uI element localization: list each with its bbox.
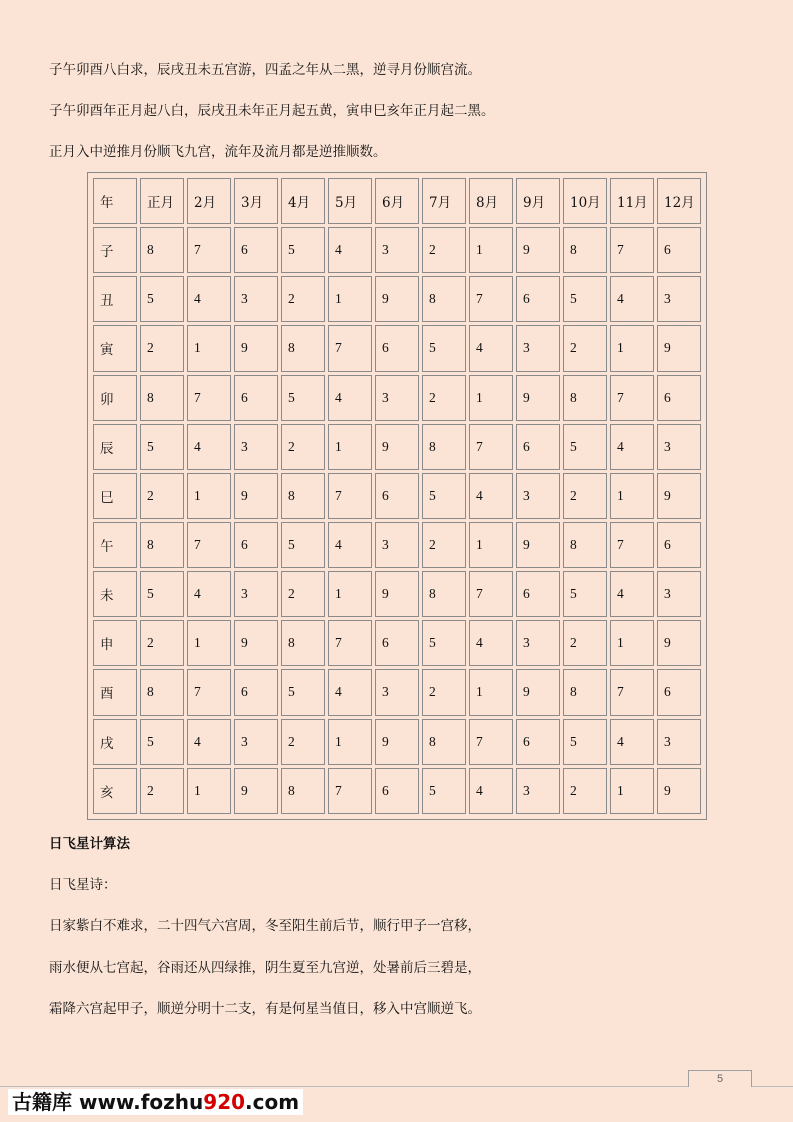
table-cell: 7 (610, 522, 654, 568)
poem-title: 日飞星诗： (49, 877, 117, 893)
table-cell: 4 (469, 325, 513, 371)
table-row-label: 申 (93, 620, 137, 666)
table-header-cell: 3月 (234, 178, 278, 224)
table-cell: 4 (187, 571, 231, 617)
table-row-label: 未 (93, 571, 137, 617)
table-cell: 3 (516, 473, 560, 519)
table-cell: 9 (657, 325, 701, 371)
table-row (93, 669, 701, 715)
table-cell: 6 (516, 424, 560, 470)
table-row (93, 620, 701, 666)
table-cell: 5 (281, 522, 325, 568)
table-header-row (93, 178, 701, 224)
table-cell: 1 (610, 768, 654, 814)
page-number: 5 (688, 1070, 752, 1087)
table-cell: 1 (187, 620, 231, 666)
table-cell: 7 (328, 620, 372, 666)
table-cell: 3 (657, 571, 701, 617)
table-cell: 8 (422, 276, 466, 322)
table-cell: 9 (516, 669, 560, 715)
table-cell: 4 (610, 276, 654, 322)
table-cell: 5 (281, 375, 325, 421)
table-cell: 1 (469, 669, 513, 715)
table-cell: 6 (375, 473, 419, 519)
table-cell: 5 (422, 325, 466, 371)
table-cell: 1 (328, 276, 372, 322)
table-cell: 1 (469, 375, 513, 421)
table-cell: 7 (328, 325, 372, 371)
table-row (93, 424, 701, 470)
table-cell: 4 (328, 669, 372, 715)
table-row-label: 丑 (93, 276, 137, 322)
table-header-cell: 正月 (140, 178, 184, 224)
table-cell: 2 (140, 620, 184, 666)
table-cell: 3 (375, 375, 419, 421)
table-cell: 2 (281, 424, 325, 470)
table-cell: 4 (187, 719, 231, 765)
table-cell: 1 (610, 473, 654, 519)
table-cell: 8 (281, 620, 325, 666)
table-row (93, 325, 701, 371)
table-cell: 7 (610, 669, 654, 715)
table-header-cell: 11月 (610, 178, 654, 224)
table-cell: 9 (516, 522, 560, 568)
table-cell: 5 (563, 719, 607, 765)
table-cell: 1 (469, 227, 513, 273)
poem-line-3: 霜降六宫起甲子，顺逆分明十二支，有是何星当值日，移入中宫顺逆飞。 (49, 1001, 481, 1017)
table-cell: 8 (422, 424, 466, 470)
table-cell: 6 (375, 768, 419, 814)
table-cell: 2 (563, 768, 607, 814)
table-cell: 4 (469, 473, 513, 519)
table-cell: 3 (234, 719, 278, 765)
table-cell: 6 (516, 571, 560, 617)
table-cell: 7 (469, 424, 513, 470)
table-cell: 7 (187, 227, 231, 273)
table-cell: 2 (563, 473, 607, 519)
table-cell: 3 (375, 669, 419, 715)
table-cell: 8 (563, 522, 607, 568)
table-cell: 5 (140, 276, 184, 322)
table-cell: 9 (375, 276, 419, 322)
table-header-cell: 9月 (516, 178, 560, 224)
watermark-site-name: 古籍库 (12, 1090, 72, 1114)
table-row-label: 亥 (93, 768, 137, 814)
table-header-cell: 5月 (328, 178, 372, 224)
poem-line-2: 雨水便从七宫起，谷雨还从四绿推，阴生夏至九宫逆，处暑前后三碧是， (49, 960, 481, 976)
poem-line-1: 日家紫白不难求，二十四气六宫周，冬至阳生前后节，顺行甲子一宫移， (49, 918, 481, 934)
table-cell: 5 (563, 276, 607, 322)
table-cell: 6 (375, 325, 419, 371)
table-header-cell: 7月 (422, 178, 466, 224)
table-cell: 1 (187, 473, 231, 519)
paragraph-1: 子午卯酉八白求，辰戌丑未五宫游，四孟之年从二黑，逆寻月份顺宫流。 (49, 62, 481, 78)
table-cell: 9 (234, 325, 278, 371)
table-cell: 3 (375, 522, 419, 568)
table-cell: 7 (328, 768, 372, 814)
table-cell: 2 (563, 325, 607, 371)
table-row (93, 375, 701, 421)
table-cell: 5 (281, 669, 325, 715)
table-cell: 4 (187, 276, 231, 322)
table-cell: 4 (469, 620, 513, 666)
table-cell: 4 (610, 719, 654, 765)
table-cell: 1 (328, 719, 372, 765)
table-cell: 5 (563, 424, 607, 470)
table-row-label: 卯 (93, 375, 137, 421)
table-row-label: 午 (93, 522, 137, 568)
table-cell: 7 (187, 375, 231, 421)
table-cell: 3 (657, 719, 701, 765)
table-cell: 2 (281, 571, 325, 617)
table-cell: 7 (187, 669, 231, 715)
table-cell: 3 (516, 768, 560, 814)
table-cell: 7 (469, 719, 513, 765)
table-cell: 3 (657, 276, 701, 322)
table-cell: 1 (187, 768, 231, 814)
table-cell: 2 (281, 719, 325, 765)
table-cell: 4 (328, 227, 372, 273)
table-cell: 2 (422, 227, 466, 273)
table-cell: 6 (375, 620, 419, 666)
table-cell: 5 (422, 620, 466, 666)
section-heading: 日飞星计算法 (49, 836, 130, 852)
table-cell: 3 (234, 571, 278, 617)
table-row-label: 辰 (93, 424, 137, 470)
table-cell: 1 (610, 325, 654, 371)
table-cell: 8 (422, 719, 466, 765)
table-row (93, 571, 701, 617)
table-cell: 6 (234, 522, 278, 568)
table-cell: 2 (281, 276, 325, 322)
table-cell: 6 (657, 227, 701, 273)
table-cell: 1 (328, 424, 372, 470)
footer-rule (0, 1086, 793, 1087)
table-cell: 8 (563, 227, 607, 273)
table-row-label: 戌 (93, 719, 137, 765)
table-cell: 2 (422, 375, 466, 421)
table-cell: 4 (328, 522, 372, 568)
site-watermark (8, 1089, 303, 1115)
table-cell: 9 (375, 571, 419, 617)
table-header-cell: 4月 (281, 178, 325, 224)
table-cell: 3 (234, 424, 278, 470)
table-cell: 4 (187, 424, 231, 470)
table-cell: 4 (610, 571, 654, 617)
table-row-label: 巳 (93, 473, 137, 519)
table-cell: 3 (375, 227, 419, 273)
nine-star-month-table (87, 172, 707, 820)
table-cell: 2 (140, 768, 184, 814)
table-header-cell: 2月 (187, 178, 231, 224)
table-cell: 3 (234, 276, 278, 322)
table-row (93, 719, 701, 765)
table-cell: 9 (657, 473, 701, 519)
table-cell: 9 (657, 620, 701, 666)
table-header-cell: 12月 (657, 178, 701, 224)
table-header-cell: 6月 (375, 178, 419, 224)
table-cell: 2 (422, 669, 466, 715)
table-cell: 5 (422, 473, 466, 519)
table-cell: 5 (140, 571, 184, 617)
table-cell: 9 (375, 424, 419, 470)
table-cell: 9 (234, 473, 278, 519)
table-cell: 7 (610, 227, 654, 273)
table-row-label: 寅 (93, 325, 137, 371)
watermark-url: www.fozhu920.com (78, 1090, 300, 1114)
table-row-label: 子 (93, 227, 137, 273)
table-row (93, 473, 701, 519)
paragraph-2: 子午卯酉年正月起八白，辰戌丑未年正月起五黄，寅申巳亥年正月起二黑。 (49, 103, 495, 119)
table-cell: 6 (234, 375, 278, 421)
table-cell: 6 (657, 522, 701, 568)
table-row-label: 酉 (93, 669, 137, 715)
table-cell: 1 (328, 571, 372, 617)
table-cell: 4 (328, 375, 372, 421)
table-cell: 3 (657, 424, 701, 470)
table-cell: 6 (657, 669, 701, 715)
paragraph-3: 正月入中逆推月份顺飞九宫，流年及流月都是逆推顺数。 (49, 144, 387, 160)
table-row (93, 276, 701, 322)
table-cell: 8 (281, 473, 325, 519)
table-cell: 9 (516, 375, 560, 421)
table-cell: 9 (234, 768, 278, 814)
table-cell: 8 (140, 522, 184, 568)
table-cell: 7 (610, 375, 654, 421)
table-cell: 5 (422, 768, 466, 814)
table-cell: 5 (563, 571, 607, 617)
table-cell: 6 (657, 375, 701, 421)
table-cell: 2 (563, 620, 607, 666)
table-header-cell: 8月 (469, 178, 513, 224)
table-row (93, 227, 701, 273)
table-cell: 2 (140, 325, 184, 371)
table-cell: 9 (516, 227, 560, 273)
table-cell: 7 (469, 571, 513, 617)
table-header-cell: 10月 (563, 178, 607, 224)
table-cell: 6 (234, 227, 278, 273)
table-cell: 8 (281, 768, 325, 814)
table-cell: 6 (516, 276, 560, 322)
table-cell: 3 (516, 620, 560, 666)
table-cell: 7 (187, 522, 231, 568)
table-cell: 8 (563, 375, 607, 421)
table-cell: 7 (469, 276, 513, 322)
table-cell: 8 (140, 227, 184, 273)
table-cell: 5 (140, 424, 184, 470)
table-header-cell: 年 (93, 178, 137, 224)
table-row (93, 768, 701, 814)
table-cell: 4 (469, 768, 513, 814)
table-cell: 6 (234, 669, 278, 715)
table-cell: 8 (140, 375, 184, 421)
table-cell: 1 (187, 325, 231, 371)
table-cell: 1 (469, 522, 513, 568)
table-cell: 9 (234, 620, 278, 666)
table-cell: 8 (563, 669, 607, 715)
table-cell: 2 (140, 473, 184, 519)
table-cell: 9 (657, 768, 701, 814)
table-cell: 6 (516, 719, 560, 765)
table-row (93, 522, 701, 568)
table-cell: 2 (422, 522, 466, 568)
table-cell: 7 (328, 473, 372, 519)
table-cell: 1 (610, 620, 654, 666)
table-cell: 5 (281, 227, 325, 273)
table-cell: 4 (610, 424, 654, 470)
table-cell: 8 (422, 571, 466, 617)
table-cell: 8 (140, 669, 184, 715)
table-cell: 8 (281, 325, 325, 371)
table-cell: 3 (516, 325, 560, 371)
table-cell: 9 (375, 719, 419, 765)
table-cell: 5 (140, 719, 184, 765)
